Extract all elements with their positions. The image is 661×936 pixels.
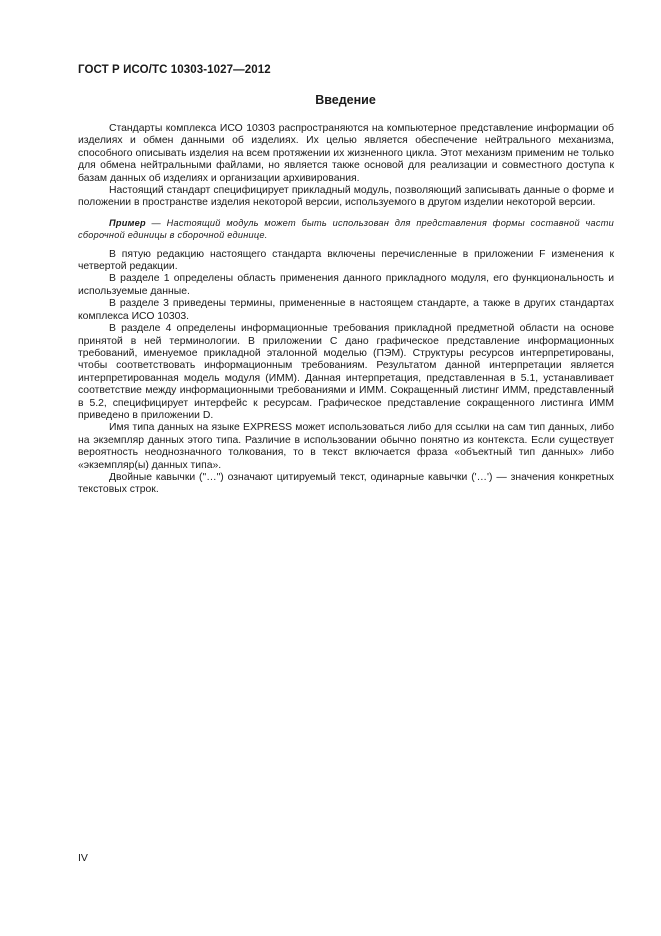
example-text: — Настоящий модуль может быть использован для представления формы составной части сборочной единицы в сборочной единице. — [78, 217, 614, 241]
paragraph: В разделе 1 определены область применения данного прикладного модуля, его функциональность и используемые данные. — [78, 273, 614, 297]
section-title-wrap — [0, 93, 661, 107]
section-title: Введение — [315, 93, 376, 107]
paragraph: В пятую редакцию настоящего стандарта включены перечисленные в приложении F изменения к четвертой редакции. — [78, 248, 614, 273]
paragraph: Стандарты комплекса ИСО 10303 распространяются на компьютерное представление информации об изделиях и обмен данными об изделиях. Их целью является обеспечение нейтрального механизма, способного описывать изделия на всем протяжении их жизненного цикла. Этот механизм применим не только для обмена нейтральными файлами, но является также основой для реализации и совместного доступа к базам данных об изделиях и организации архивирования. — [78, 123, 614, 184]
body-text — [78, 123, 614, 497]
paragraph: Двойные кавычки ("…") означают цитируемый текст, одинарные кавычки ('…') — значения конкретных текстовых строк. — [78, 471, 614, 496]
page-number: IV — [78, 852, 88, 864]
paragraph: Настоящий стандарт специфицирует прикладный модуль, позволяющий записывать данные о форме и положении в пространстве изделия некоторой версии, используемого в другом изделии некоторой версии. — [78, 185, 614, 209]
paragraph: В разделе 3 приведены термины, примененные в настоящем стандарте, а также в других стандартах комплекса ИСО 10303. — [78, 298, 614, 322]
example-label: Пример — [109, 217, 146, 228]
example-note — [78, 217, 614, 242]
document-header: ГОСТ Р ИСО/ТС 10303-1027—2012 — [78, 64, 271, 76]
paragraph: В разделе 4 определены информационные требования прикладной предметной области на основе принятой в ней терминологии. В приложении С дано графическое представление информационных требований, именуемое прикладной эталонной моделью (ПЭМ). Структуры ресурсов интерпретированы, чтобы соответствовать информационным требованиям. Результатом данной интерпретации является интерпретированная модель модуля (ИММ). Данная интерпретация, представленная в 5.1, устанавливает соответствие между информационными требованиями и ИММ. Сокращенный листинг ИММ, представленный в 5.2, специфицирует интерфейс к ресурсам. Графическое представление сокращенного листинга ИММ приведено в приложении D. — [78, 323, 614, 421]
paragraph: Имя типа данных на языке EXPRESS может использоваться либо для ссылки на сам тип данных, либо на экземпляр данных этого типа. Различие в использовании обычно понятно из контекста. Если существует вероятность неоднозначного толкования, то в текст включается фраза «объектный тип данных» либо «экземпляр(ы) данных типа». — [78, 422, 614, 471]
